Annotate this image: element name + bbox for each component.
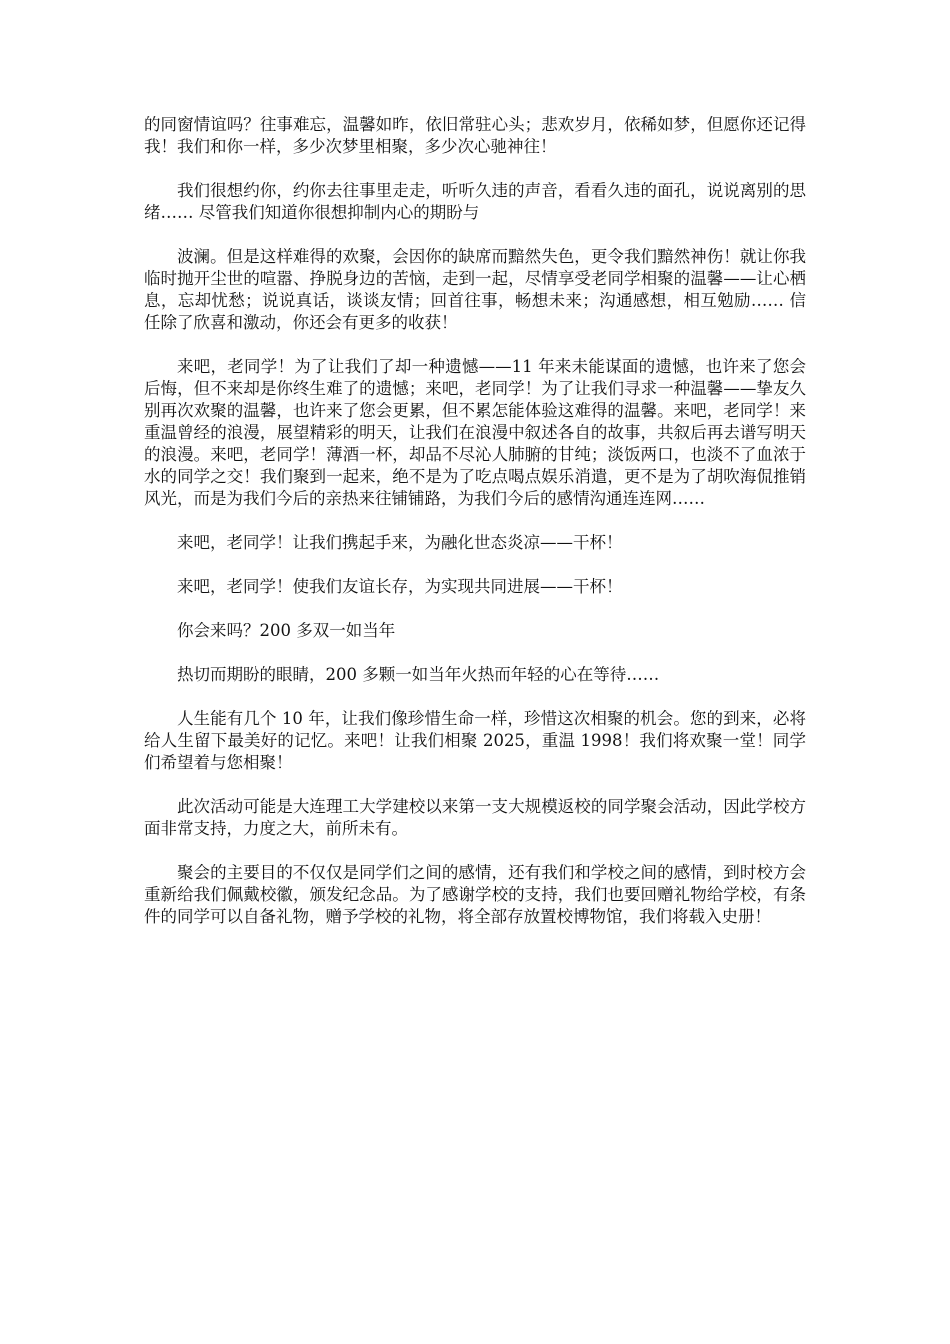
paragraph-5: 来吧，老同学！让我们携起手来，为融化世态炎凉——干杯！ <box>177 533 623 552</box>
paragraph-3: 波澜。但是这样难得的欢聚，会因你的缺席而黯然失色，更令我们黯然神伤！就让你我临时抛开尘世的喧嚣、挣脱身边的苦恼，走到一起，尽情享受老同学相聚的温馨——让心栖息，忘却忧愁；说说真话，谈谈友情；回首往事，畅想未来；沟通感想，相互勉励…… 信任除了欣喜和激动，你还会有更多的收获！ <box>144 247 806 332</box>
paragraph-1: 的同窗情谊吗？往事难忘，温馨如昨，依旧常驻心头；悲欢岁月，依稀如梦，但愿你还记得我！我们和你一样，多少次梦里相聚，多少次心驰神往！ <box>144 115 806 156</box>
paragraph-7: 你会来吗？200 多双一如当年 <box>177 621 396 640</box>
paragraph-9: 人生能有几个 10 年，让我们像珍惜生命一样，珍惜这次相聚的机会。您的到来，必将给人生留下最美好的记忆。来吧！让我们相聚 2025，重温 1998！我们将欢聚一堂！同学们希望着与您相聚！ <box>144 709 806 772</box>
paragraph-8: 热切而期盼的眼睛，200 多颗一如当年火热而年轻的心在等待…… <box>177 665 660 684</box>
paragraph-11: 聚会的主要目的不仅仅是同学们之间的感情，还有我们和学校之间的感情，到时校方会重新给我们佩戴校徽，颁发纪念品。为了感谢学校的支持，我们也要回赠礼物给学校，有条件的同学可以自备礼物，赠予学校的礼物，将全部存放置校博物馆，我们将载入史册！ <box>144 863 806 926</box>
paragraph-10: 此次活动可能是大连理工大学建校以来第一支大规模返校的同学聚会活动，因此学校方面非常支持，力度之大，前所未有。 <box>144 797 806 838</box>
paragraph-6: 来吧，老同学！使我们友谊长存，为实现共同进展——干杯！ <box>177 577 623 596</box>
paragraph-2: 我们很想约你，约你去往事里走走，听听久违的声音，看看久违的面孔，说说离别的思绪…… 尽管我们知道你很想抑制内心的期盼与 <box>144 181 806 222</box>
document-body <box>144 114 806 950</box>
paragraph-4: 来吧，老同学！为了让我们了却一种遗憾——11 年来未能谋面的遗憾，也许来了您会后悔，但不来却是你终生难了的遗憾；来吧，老同学！为了让我们寻求一种温馨——挚友久别再次欢聚的温馨，也许来了您会更累，但不累怎能体验这难得的温馨。来吧，老同学！来重温曾经的浪漫，展望精彩的明天，让我们在浪漫中叙述各自的故事，共叙后再去谱写明天的浪漫。来吧，老同学！薄酒一杯，却品不尽沁人肺腑的甘纯；淡饭两口，也淡不了血浓于水的同学之交！我们聚到一起来，绝不是为了吃点喝点娱乐消遣，更不是为了胡吹海侃推销风光，而是为我们今后的亲热来往铺铺路，为我们今后的感情沟通连连网…… <box>144 357 806 508</box>
